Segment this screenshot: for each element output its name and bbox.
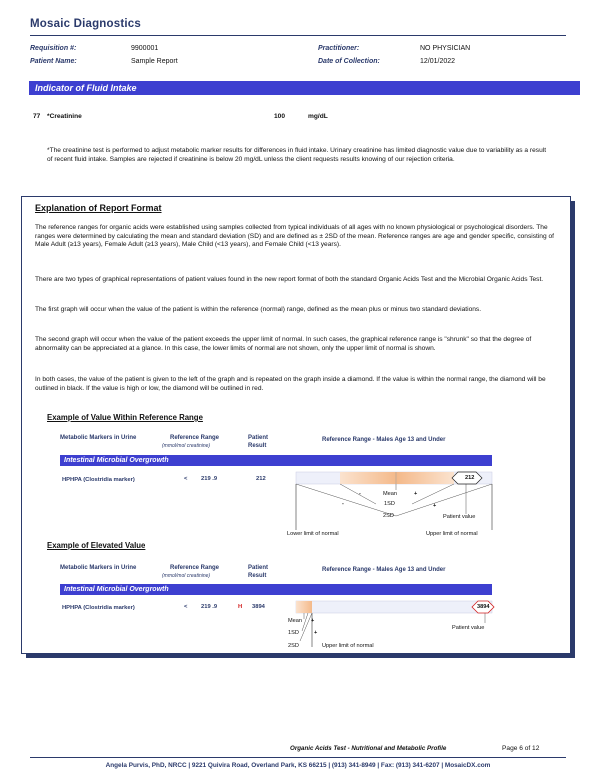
date-value: 12/01/2022 [420, 58, 456, 65]
ex2-1sd-label: 1SD [288, 630, 299, 636]
ex1-plus-2: + [433, 503, 437, 509]
footer-test-name: Organic Acids Test - Nutritional and Metabolic Profile [290, 745, 447, 752]
ex1-sd-line [340, 484, 376, 504]
ex1-1sd-label: 1SD [384, 501, 395, 507]
ex2-col-result: Result [248, 573, 267, 579]
ex2-col-marker: Metabolic Markers in Urine [60, 565, 137, 571]
example2-title: Example of Elevated Value [47, 541, 146, 550]
creatinine-note: *The creatinine test is performed to adjust metabolic marker results for differences in fluid intake. Urinary creatinine has limited diagnostic value due to variability as a result of recent fluid intake. Samples are rejected if creatinine is below 20 mg/dL unless the client requests results knowing of our rejection criteria. [47, 147, 547, 163]
ex1-upper-limit-label: Upper limit of normal [426, 531, 478, 537]
ex1-col-graph: Reference Range - Males Age 13 and Under [322, 437, 446, 443]
ex1-sd-line [296, 484, 396, 516]
creatinine-unit: mg/dL [308, 113, 328, 120]
creatinine-label: *Creatinine [47, 113, 82, 120]
ex1-col-patient: Patient [248, 435, 269, 441]
ex2-2sd-label: 2SD [288, 643, 299, 649]
ex1-minus-1: - [359, 491, 361, 497]
ex2-diamond-value: 3894 [477, 604, 490, 610]
explanation-para-4: The second graph will occur when the value of the patient exceeds the upper limit of normal. In such cases, the graphical reference range is "shrunk" so that the degree of abnormality can be appreciated at a glance. In this case, the lower limits of normal are not shown, only the upper limit of normal is shown. [35, 336, 532, 352]
ex1-col-range: Reference Range [170, 435, 220, 441]
practitioner-label: Practitioner: [318, 45, 360, 52]
ex2-sd-line [302, 613, 308, 631]
ex1-category-bar: Intestinal Microbial Overgrowth [60, 455, 492, 466]
ex2-patient-value-label: Patient value [452, 625, 485, 631]
patient-label: Patient Name: [30, 58, 77, 65]
ex2-graph-track [296, 601, 492, 613]
ex1-diamond-value: 212 [465, 475, 475, 481]
footer-address: Angela Purvis, PhD, NRCC | 9221 Quivira Road, Overland Park, KS 66215 | (913) 341-8949 | Fax: (913) 341-6207 | MosaicDX.com [105, 762, 491, 769]
ex2-marker: HPHPA (Clostridia marker) [62, 605, 135, 611]
ex2-col-range-sub: (mmol/mol creatinine) [162, 573, 211, 579]
ex2-result: 3894 [252, 604, 265, 610]
ex2-upper-limit-label: Upper limit of normal [322, 643, 374, 649]
ex1-marker: HPHPA (Clostridia marker) [62, 477, 135, 483]
ex2-category-bar: Intestinal Microbial Overgrowth [60, 584, 492, 595]
header-divider [30, 35, 566, 36]
ex1-col-marker: Metabolic Markers in Urine [60, 435, 137, 441]
ex1-limit: 219 .9 [201, 476, 218, 482]
row-number: 77 [33, 113, 41, 120]
ex1-minus-2: - [342, 501, 344, 507]
ex1-mean-label: Mean [383, 491, 397, 497]
practitioner-value: NO PHYSICIAN [420, 45, 471, 52]
example1-title: Example of Value Within Reference Range [47, 413, 203, 422]
requisition-label: Requisition #: [30, 45, 77, 52]
ex2-col-graph: Reference Range - Males Age 13 and Under [322, 567, 446, 573]
ex2-mean-label: Mean [288, 618, 302, 624]
ex1-plus-1: + [414, 491, 418, 497]
requisition-value: 9900001 [131, 45, 159, 52]
ex1-patient-value-label: Patient value [443, 514, 476, 520]
section-bar: Indicator of Fluid Intake [29, 81, 580, 95]
ex2-limit: 219 .9 [201, 604, 218, 610]
ex2-col-patient: Patient [248, 565, 269, 571]
ex1-col-result: Result [248, 443, 267, 449]
ex1-lower-limit-label: Lower limit of normal [287, 531, 339, 537]
date-label: Date of Collection: [318, 58, 380, 65]
ex1-sd-line [412, 484, 454, 504]
ex2-plus-2: + [314, 630, 318, 636]
ex2-plus-1: + [311, 618, 315, 624]
ex1-result: 212 [256, 476, 266, 482]
ex2-flag: H [238, 604, 243, 610]
ex1-graph-range [340, 472, 454, 484]
patient-value: Sample Report [131, 58, 178, 65]
footer-page: Page 6 of 12 [502, 745, 540, 752]
brand-title: Mosaic Diagnostics [30, 18, 141, 30]
ex2-graph-range [296, 601, 312, 613]
explanation-para-3: The first graph will occur when the value of the patient is within the reference (normal) range, defined as the mean plus or minus two standard deviations. [35, 306, 482, 313]
ex2-col-range: Reference Range [170, 565, 220, 571]
ex1-op: < [184, 476, 188, 482]
ex2-op: < [184, 604, 188, 610]
ex1-col-range-sub: (mmol/mol creatinine) [162, 443, 211, 449]
explanation-para-5: In both cases, the value of the patient is given to the left of the graph and is repeated on the graph inside a diamond. If the value is within the normal range, the diamond will be outlined in black. If the value is high or low, the diamond will be outlined in red. [35, 376, 546, 392]
footer-divider [30, 757, 566, 758]
explanation-title: Explanation of Report Format [35, 203, 162, 213]
explanation-para-1: The reference ranges for organic acids were established using samples collected from typical individuals of all ages with no known physiological or psychological disorders. The ranges were determined by calculating the mean and standard deviation (SD) and are defined as ± 2SD of the mean. Reference ranges are age and gender specific, consisting of Male Adult (≥13 years), Female Adult (≥13 years), Male Child (<13 years), and Female Child (<13 years). [35, 224, 554, 249]
creatinine-value: 100 [274, 113, 286, 120]
explanation-para-2: There are two types of graphical representations of patient values found in the new report format of both the standard Organic Acids Test and the Microbial Organic Acids Test. [35, 276, 544, 283]
ex1-2sd-label: 2SD [383, 513, 394, 519]
